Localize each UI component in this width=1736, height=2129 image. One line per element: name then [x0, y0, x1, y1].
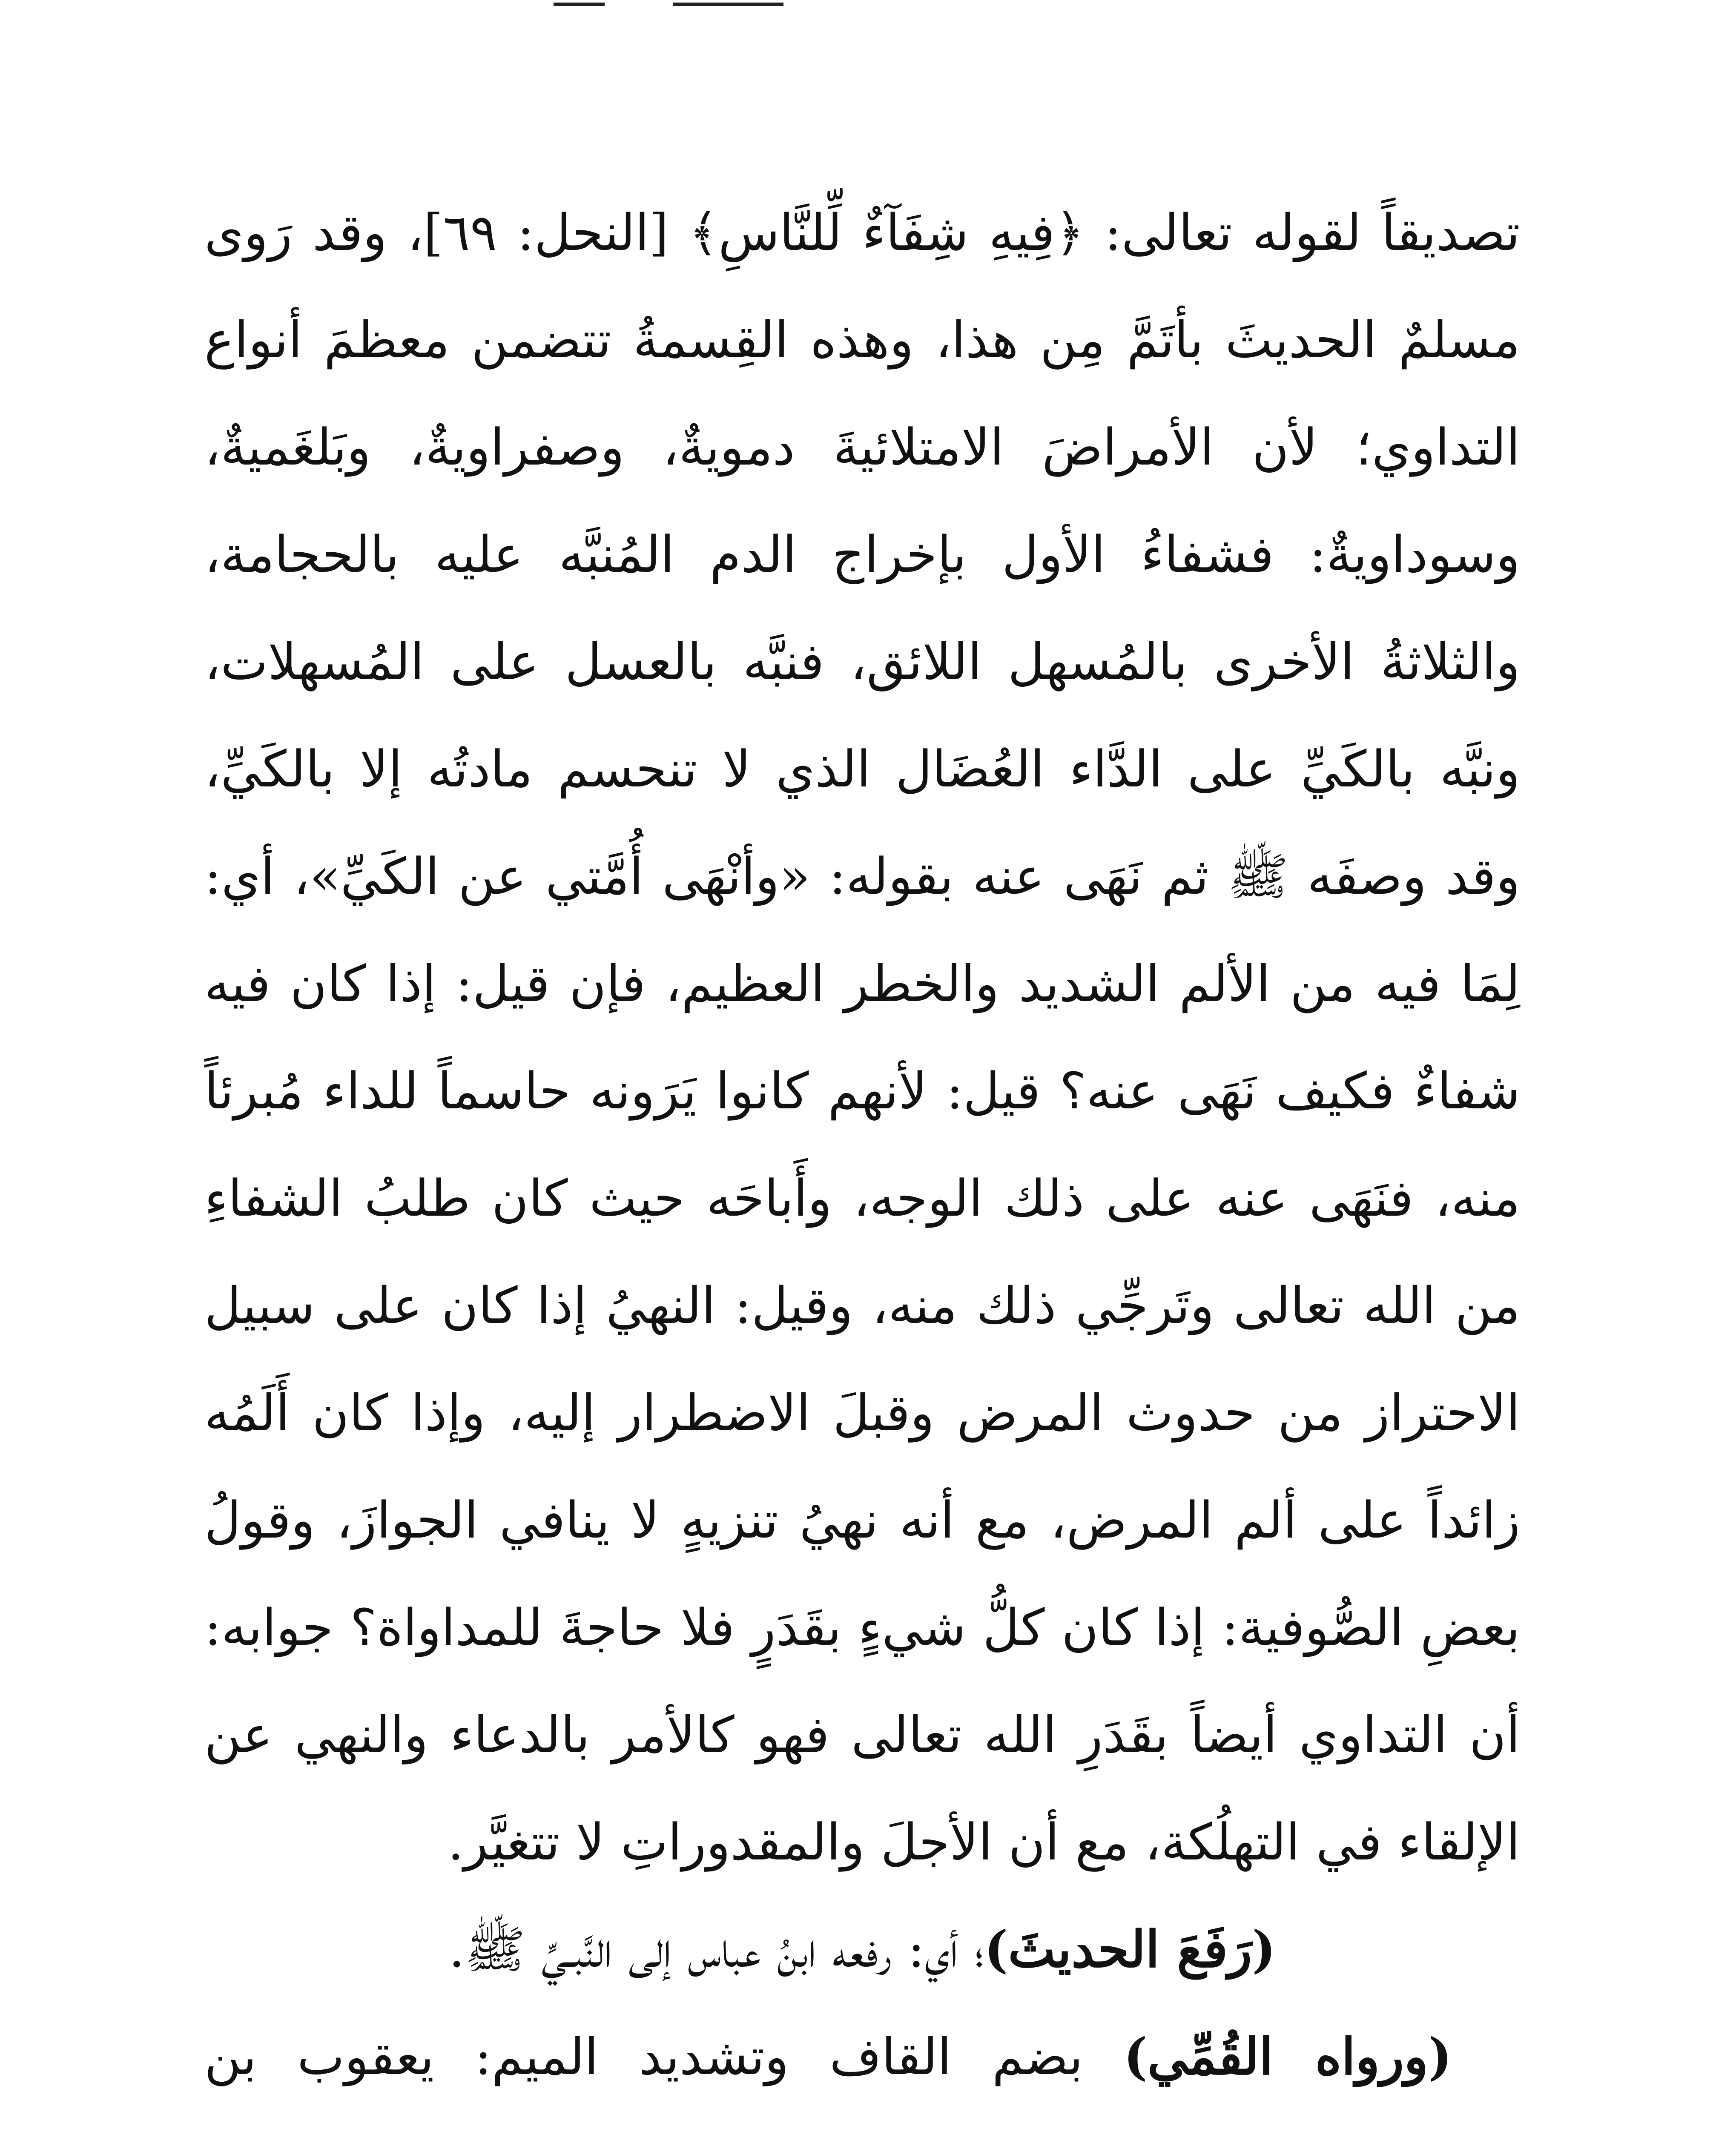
paragraph-text: بضم القاف وتشديد الميم: يعقوب بن: [204, 2027, 1083, 2086]
paragraph-lead: (ورواه القُمِّي): [1123, 2027, 1452, 2086]
paragraph-lead: (رَفَعَ الحديثَ): [984, 1920, 1276, 1979]
top-rule-left: [554, 3, 605, 6]
top-rule-right: [673, 3, 783, 6]
paragraph-commentary: [204, 179, 1520, 1896]
paragraph-text: ؛ أي: رفعه ابنُ عباس إلى النَّبـيِّ ﷺ.: [448, 1920, 984, 1979]
paragraph-text: تصديقاً لقوله تعالى: ﴿فِيهِ شِفَآءٌ لِّلنَّاسِ﴾ [النحل: ٦٩]، وقد رَوى مسلمٌ الحديثَ بأتَمَّ مِن هذا، وهذه القِسمةُ تتضمن معظمَ أنواع التداوي؛ لأن الأمراضَ الامتلائيةَ دمويةٌ، وصفراويةٌ، وبَلغَميةٌ، وسوداويةٌ: فشفاءُ الأول بإخراج الدم المُنبَّه عليه بالحجامة، والثلاثةُ الأخرى بالمُسهل اللائق، فنبَّه بالعسل على المُسهلات، ونبَّه بالكَيِّ على الدَّاء العُضَال الذي لا تنحسم مادتُه إلا بالكَيِّ، وقد وصفَه ﷺ ثم نَهَى عنه بقوله: «وأنْهَى أُمَّتي عن الكَيِّ»، أي: لِمَا فيه من الألم الشديد والخطر العظيم، فإن قيل: إذا كان فيه شفاءٌ فكيف نَهَى عنه؟ قيل: لأنهم كانوا يَرَونه حاسماً للداء مُبرئاً منه، فنَهَى عنه على ذلك الوجه، وأَباحَه حيث كان طلبُ الشفاءِ من الله تعالى وتَرجِّي ذلك منه، وقيل: النهيُ إذا كان على سبيل الاحتراز من حدوث المرض وقبلَ الاضطرار إليه، وإذا كان أَلَمُه زائداً على ألم المرض، مع أنه نهيُ تنزيهٍ لا ينافي الجوازَ، وقولُ بعضِ الصُّوفية: إذا كان كلُّ شيءٍ بقَدَرٍ فلا حاجةَ للمداواة؟ جوابه: أن التداوي أيضاً بقَدَرِ الله تعالى فهو كالأمر بالدعاء والنهي عن الإلقاء في التهلُكة، مع أن الأجلَ والمقدوراتِ لا تتغيَّر.: [204, 203, 1520, 1871]
page-body: [204, 179, 1520, 2129]
paragraph-qummi: [204, 2003, 1520, 2129]
paragraph-raf-al-hadith: [204, 1896, 1520, 2003]
